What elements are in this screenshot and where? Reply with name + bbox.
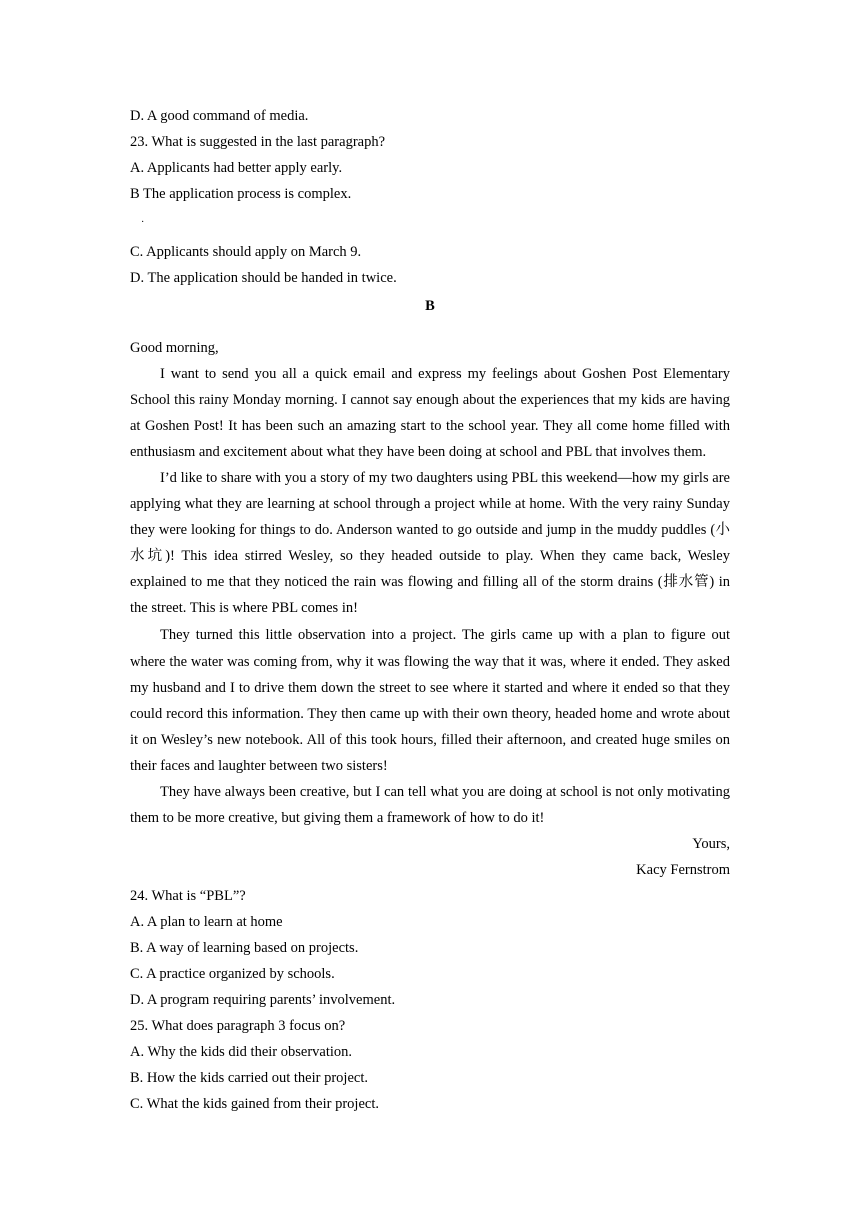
letter-paragraph-2: I’d like to share with you a story of my two daughters using PBL this weekend—how my girls are applying what they are learning at school through a project while at home. With the very rainy Sunday they were looking for things to do. Anderson wanted to go outside and jump in the muddy puddles (小水坑)! This idea stirred Wesley, so they headed outside to play. When they came back, Wesley explained to me that they noticed the rain was flowing and filling all of the storm drains (排水管) in the street. This is where PBL comes in! — [130, 469, 730, 617]
q24-option-b: B. A way of learning based on projects. — [130, 940, 359, 957]
letter-closing: Yours, — [692, 836, 730, 853]
letter-paragraph-4: They have always been creative, but I can tell what you are doing at school is not only motivating them to be more creative, but giving them a framework of how to do it! — [130, 784, 730, 827]
q25-option-a: A. Why the kids did their observation. — [130, 1044, 353, 1061]
letter-signature: Kacy Fernstrom — [636, 862, 730, 879]
q23-option-b-dot: · — [141, 217, 145, 228]
q22-option-d: D. A good command of media. — [130, 108, 309, 124]
q24-option-a: A. A plan to learn at home — [130, 914, 283, 931]
q23-option-a: A. Applicants had better apply early. — [130, 160, 343, 176]
section-heading: B — [425, 298, 435, 314]
q23-option-b: B The application process is complex. — [130, 186, 352, 202]
q23-option-d: D. The application should be handed in twice. — [130, 270, 397, 286]
document-content — [130, 103, 730, 1117]
q25-option-b: B. How the kids carried out their project. — [130, 1070, 368, 1087]
q23-option-c: C. Applicants should apply on March 9. — [130, 244, 362, 260]
letter-paragraph-1: I want to send you all a quick email and express my feelings about Goshen Post Elementary School this rainy Monday morning. I cannot say enough about the experiences that my kids are having at Goshen Post! It has been such an amazing start to the school year. They all come home filled with enthusiasm and excitement about what they have been doing at school and PBL that involves them. — [130, 365, 730, 460]
q24-option-d: D. A program requiring parents’ involvement. — [130, 992, 396, 1009]
letter-greeting: Good morning, — [130, 339, 219, 356]
q25-option-c: C. What the kids gained from their project. — [130, 1096, 379, 1113]
q24-question: 24. What is “PBL”? — [130, 888, 246, 905]
q23-question: 23. What is suggested in the last paragraph? — [130, 134, 386, 150]
q25-question: 25. What does paragraph 3 focus on? — [130, 1018, 346, 1035]
letter-paragraph-3: They turned this little observation into a project. The girls came up with a plan to figure out where the water was coming from, why it was flowing the way that it was, where it ended. They asked my husband and I to drive them down the street to see where it started and where it ended so that they could record this information. They then came up with their own theory, headed home and wrote about it on Wesley’s new notebook. All of this took hours, filled their afternoon, and created huge smiles on their faces and laughter between two sisters! — [130, 627, 730, 774]
q24-option-c: C. A practice organized by schools. — [130, 966, 335, 983]
